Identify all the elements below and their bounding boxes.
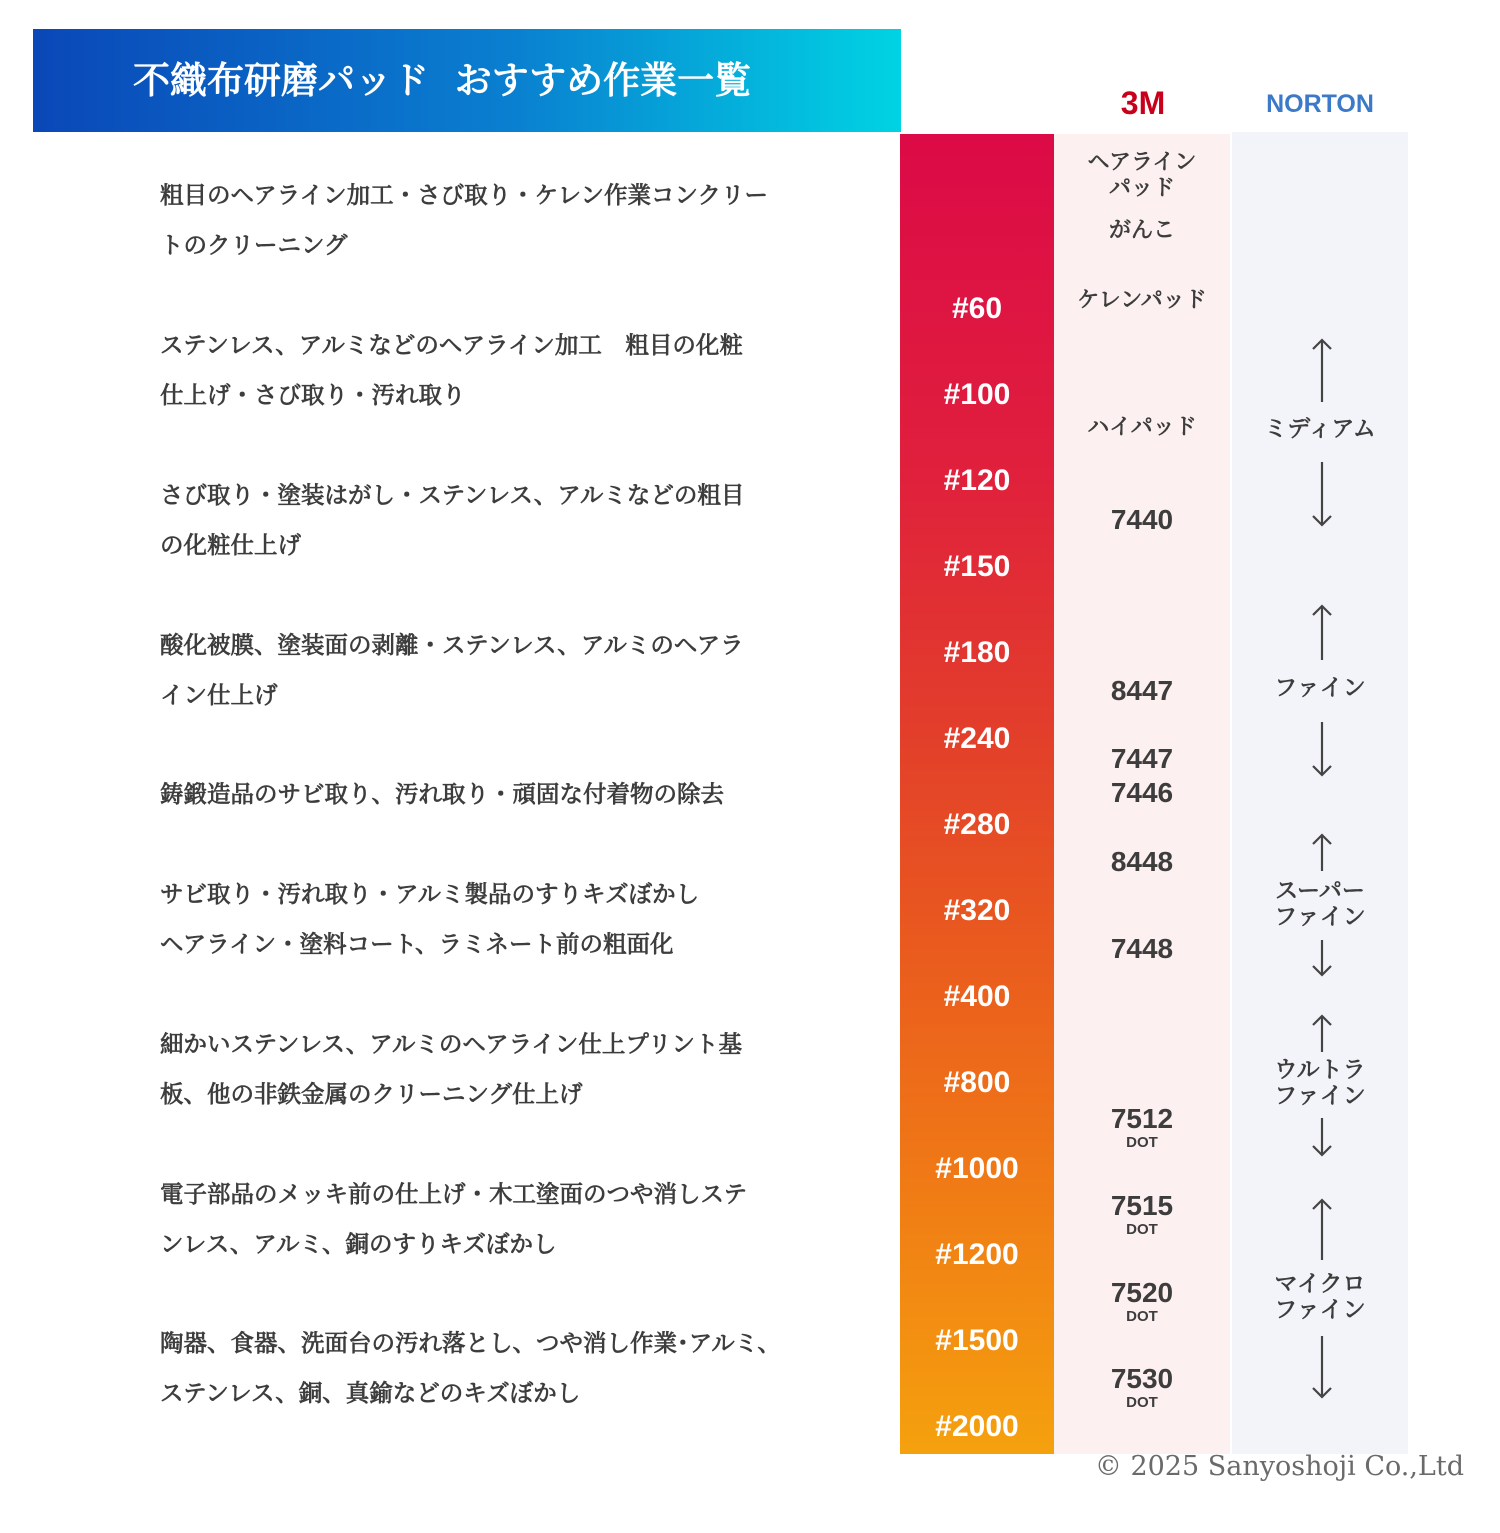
product-3m-label: ヘアライン (1087, 150, 1197, 175)
arrow-up-icon (1312, 833, 1332, 871)
product-3m-dot: DOT (1126, 1134, 1158, 1151)
task-item (160, 320, 860, 420)
product-3m-8447 (1054, 674, 1230, 708)
arrow-down-icon (1312, 1336, 1332, 1400)
arrow-up-icon (1312, 1014, 1332, 1052)
grit-label: #150 (943, 550, 1011, 583)
grit-label: #180 (943, 636, 1011, 669)
product-3m-label: パッド (1108, 176, 1175, 201)
task-line: さび取り・塗装はがし・ステンレス、アルミなどの粗目 (160, 481, 745, 509)
product-3m-7512 (1054, 1102, 1230, 1150)
task-item (160, 769, 860, 819)
product-3m-label: ハイパッド (1087, 415, 1197, 440)
task-line: 細かいステンレス、アルミのヘアライン仕上プリント基 (160, 1030, 742, 1058)
task-item (160, 869, 860, 969)
product-3m-7520 (1054, 1276, 1230, 1324)
task-line: 板、他の非鉄金属のクリーニング仕上げ (160, 1080, 583, 1108)
product-3m-label: がんこ (1108, 218, 1175, 243)
product-3m-ganko (1054, 218, 1230, 244)
grit-label: #2000 (935, 1410, 1019, 1443)
grit-label: #1200 (935, 1238, 1019, 1271)
grit-label: #1500 (935, 1324, 1019, 1357)
task-line: サビ取り・汚れ取り・アルミ製品のすりキズぼかし (160, 880, 700, 908)
title-banner (33, 29, 901, 132)
task-item (160, 1318, 860, 1418)
arrow-down-icon (1312, 1118, 1332, 1158)
task-line: の化粧仕上げ (160, 531, 301, 559)
norton-grade-label: マイクロ (1274, 1271, 1366, 1297)
product-3m-number: 7515 (1110, 1190, 1174, 1221)
arrow-up-icon (1312, 604, 1332, 660)
task-item (160, 1169, 860, 1269)
norton-grade-label: スーパー (1275, 878, 1365, 904)
arrow-up-icon (1312, 338, 1332, 402)
task-item (160, 470, 860, 570)
task-line: ステンレス、銅、真鍮などのキズぼかし (160, 1379, 581, 1407)
norton-grade-ultrafine (1232, 1057, 1408, 1109)
product-3m-7448 (1054, 932, 1230, 966)
grit-label: #400 (943, 980, 1011, 1013)
task-line: 酸化被膜、塗装面の剥離・ステンレス、アルミのヘアラ (160, 631, 744, 659)
grit-label: #240 (943, 722, 1011, 755)
product-3m-number: 7448 (1110, 933, 1174, 964)
product-3m-number: 7530 (1110, 1363, 1174, 1394)
norton-grade-label: ウルトラ (1274, 1057, 1366, 1083)
task-line: トのクリーニング (160, 231, 348, 259)
task-line: ヘアライン・塗料コート、ラミネート前の粗面化 (160, 930, 674, 958)
task-line: 鋳鍛造品のサビ取り、汚れ取り・頑固な付着物の除去 (160, 780, 724, 808)
product-3m-dot: DOT (1126, 1308, 1158, 1325)
norton-grade-label: ファイン (1274, 1083, 1366, 1109)
product-3m-dot: DOT (1126, 1394, 1158, 1411)
task-line: 仕上げ・さび取り・汚れ取り (160, 381, 466, 409)
task-line: イン仕上げ (160, 681, 278, 709)
product-3m-number: 7447 (1110, 743, 1174, 774)
arrow-up-icon (1312, 1198, 1332, 1260)
brand-norton-label: NORTON (1266, 90, 1374, 118)
product-3m-keren-pad (1054, 288, 1230, 314)
arrow-down-icon (1312, 462, 1332, 528)
product-3m-number: 8448 (1110, 846, 1174, 877)
grit-label: #120 (943, 464, 1011, 497)
arrow-down-icon (1312, 940, 1332, 978)
arrow-down-icon (1312, 722, 1332, 778)
norton-grade-medium (1232, 416, 1408, 442)
product-3m-hairline-pad (1054, 150, 1230, 202)
product-3m-label: ケレンパッド (1077, 288, 1207, 313)
product-3m-dot: DOT (1126, 1221, 1158, 1238)
task-line: ンレス、アルミ、銅のすりキズぼかし (160, 1230, 557, 1258)
norton-grade-label: ミディアム (1264, 416, 1376, 442)
product-3m-number: 7520 (1110, 1277, 1174, 1308)
norton-grade-fine (1232, 675, 1408, 701)
grit-label: #800 (943, 1066, 1011, 1099)
norton-grade-superfine (1232, 878, 1408, 930)
product-3m-number: 7440 (1110, 504, 1174, 535)
product-3m-number: 8447 (1110, 675, 1174, 706)
product-3m-7515 (1054, 1189, 1230, 1237)
task-line: 粗目のヘアライン加工・さび取り・ケレン作業コンクリー (160, 181, 769, 209)
grit-label: #60 (951, 292, 1003, 325)
product-3m-7447-7446 (1054, 742, 1230, 810)
grit-label: #1000 (935, 1152, 1019, 1185)
grit-label: #3000 (935, 1496, 1019, 1529)
task-line: 陶器、食器、洗面台の汚れ落とし、つや消し作業･アルミ、 (160, 1329, 781, 1357)
page-title: 不織布研磨パッド おすすめ作業一覧 (133, 59, 752, 102)
norton-grade-label: ファイン (1274, 904, 1366, 930)
grit-label: #320 (943, 894, 1011, 927)
product-3m-8448 (1054, 845, 1230, 879)
norton-grade-label: ファイン (1274, 675, 1366, 701)
copyright-notice: © 2025 Sanyoshoji Co.,Ltd (1094, 1451, 1464, 1482)
product-3m-hipad (1054, 415, 1230, 441)
norton-grade-label: ファイン (1274, 1297, 1366, 1323)
norton-grade-microfine (1232, 1271, 1408, 1323)
product-3m-number: 7512 (1110, 1103, 1174, 1134)
product-3m-number: 7446 (1110, 777, 1174, 808)
grit-scale (900, 134, 1054, 1529)
grit-label: #280 (943, 808, 1011, 841)
brand-3m-label: 3M (1120, 85, 1166, 121)
task-line: 電子部品のメッキ前の仕上げ・木工塗面のつや消しステ (160, 1180, 748, 1208)
product-3m-7440 (1054, 503, 1230, 537)
product-3m-7530 (1054, 1362, 1230, 1410)
task-item (160, 170, 860, 270)
grit-label: #100 (943, 378, 1011, 411)
task-line: ステンレス、アルミなどのヘアライン加工 粗目の化粧 (160, 331, 743, 359)
task-item (160, 1019, 860, 1119)
task-item (160, 620, 860, 720)
